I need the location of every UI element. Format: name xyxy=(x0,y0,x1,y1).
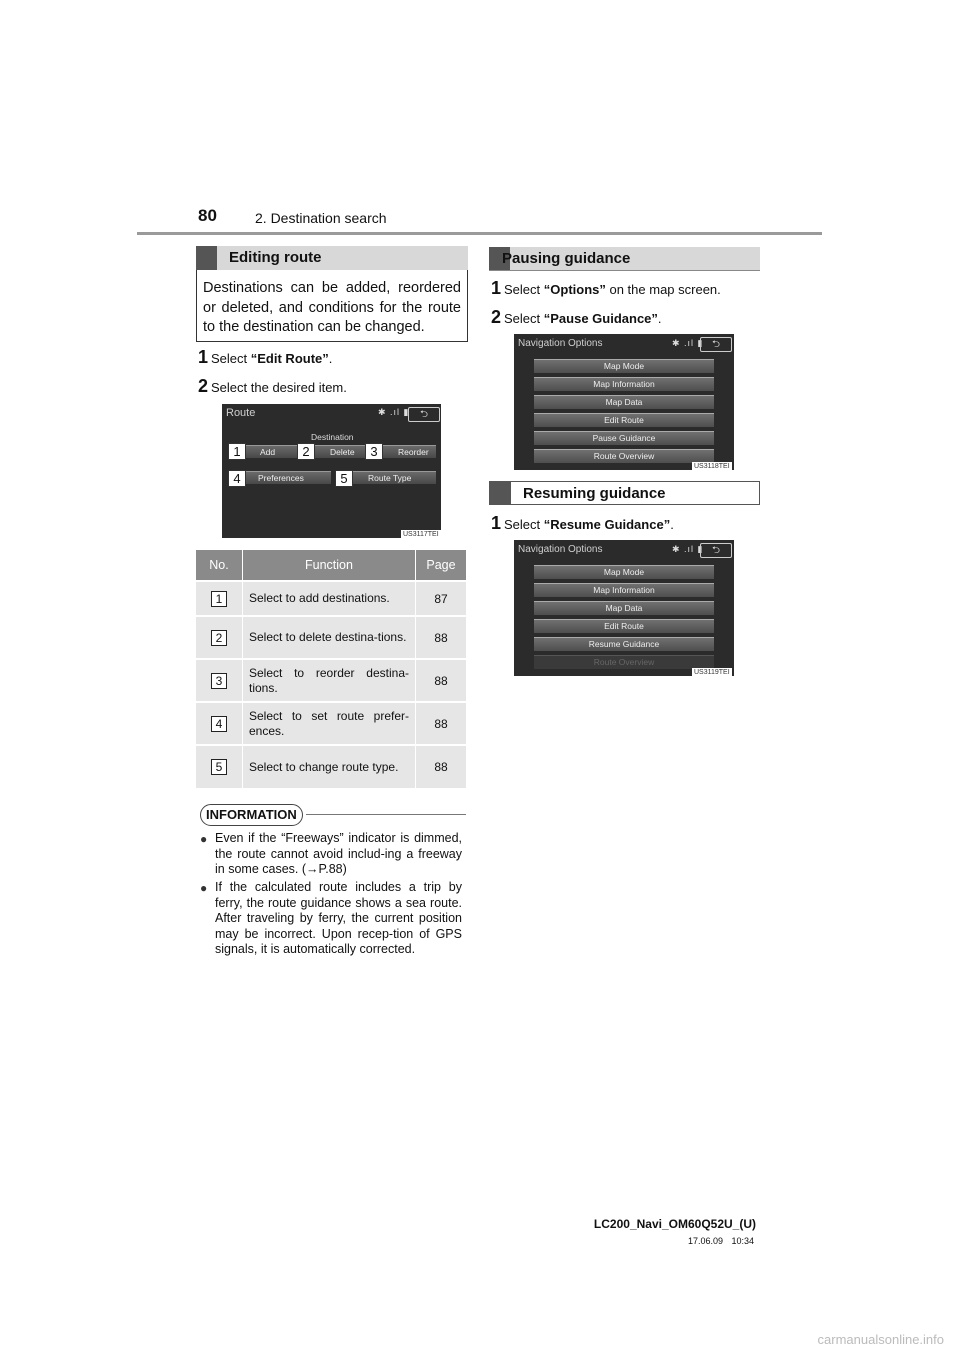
resuming-step-1 xyxy=(491,513,674,534)
editing-route-heading xyxy=(196,246,468,270)
map-information-button[interactable]: Map Information xyxy=(534,377,714,391)
destination-label: Destination xyxy=(311,432,354,442)
table-row xyxy=(196,581,466,616)
step-text-end: on the map screen. xyxy=(605,282,721,297)
figure-code: US3117TEI xyxy=(403,531,439,538)
col-no: No. xyxy=(196,550,243,581)
row-function: Select to change route type. xyxy=(243,745,416,788)
step-action: “Options” xyxy=(543,282,606,297)
watermark: carmanualsonline.info xyxy=(817,1332,944,1347)
edit-route-button[interactable]: Edit Route xyxy=(534,619,714,633)
col-page: Page xyxy=(416,550,467,581)
page-number: 80 xyxy=(198,206,217,225)
route-screen xyxy=(222,404,441,538)
route-overview-button: Route Overview xyxy=(534,655,714,669)
bullet-icon: ● xyxy=(200,881,208,895)
step-text: Select xyxy=(504,517,544,532)
footer-model: LC200_Navi_OM60Q52U_(U) xyxy=(593,1217,756,1231)
map-mode-button[interactable]: Map Mode xyxy=(534,359,714,373)
table-row xyxy=(196,745,466,788)
step-action: “Edit Route” xyxy=(250,351,329,366)
step-text-end: . xyxy=(328,351,333,366)
screen-title: Navigation Options xyxy=(518,338,603,349)
row-page: 88 xyxy=(416,702,467,745)
step-number: 1 xyxy=(491,278,502,298)
row-page: 88 xyxy=(416,616,467,659)
row-page: 87 xyxy=(416,581,467,616)
section-title: 2. Destination search xyxy=(255,210,387,226)
row-function: Select to add destinations. xyxy=(243,581,416,616)
table-row xyxy=(196,702,466,745)
step-text-end: . xyxy=(670,517,674,532)
badge-5: 5 xyxy=(335,470,353,487)
screen-title: Route xyxy=(226,407,256,419)
row-number: 3 xyxy=(211,673,227,689)
header-rule xyxy=(137,232,822,235)
row-number: 4 xyxy=(211,716,227,732)
pause-guidance-screen xyxy=(514,334,734,470)
map-data-button[interactable]: Map Data xyxy=(534,395,714,409)
edit-route-button[interactable]: Edit Route xyxy=(534,413,714,427)
pausing-heading xyxy=(489,247,760,271)
figure-code: US3119TEI xyxy=(694,669,730,676)
resume-guidance-screen xyxy=(514,540,734,676)
back-icon[interactable]: ⮌ xyxy=(408,407,440,422)
resume-guidance-button[interactable]: Resume Guidance xyxy=(534,637,714,651)
row-function: Select to delete destina-tions. xyxy=(243,616,416,659)
screen-title: Navigation Options xyxy=(518,544,603,555)
editing-intro: Destinations can be added, reordered or deleted, and conditions for the route to the destination can be changed. xyxy=(196,270,468,342)
row-function: Select to reorder destina-tions. xyxy=(243,659,416,702)
preferences-button[interactable]: Preferences xyxy=(234,471,331,484)
row-number: 2 xyxy=(211,630,227,646)
info-bullet-2 xyxy=(200,880,462,958)
step-action: “Resume Guidance” xyxy=(543,517,671,532)
heading-title: Pausing guidance xyxy=(502,250,631,267)
map-data-button[interactable]: Map Data xyxy=(534,601,714,615)
map-mode-button[interactable]: Map Mode xyxy=(534,565,714,579)
step-text: Select the desired item. xyxy=(211,380,347,395)
bullet-text: If the calculated route includes a trip by ferry, the route guidance shows a sea route. After traveling by ferry, the current position may be incorrect. Upon recep-tion of GPS signals, it is automatically corrected. xyxy=(215,880,462,956)
row-page: 88 xyxy=(416,745,467,788)
row-number: 1 xyxy=(211,591,227,607)
row-page: 88 xyxy=(416,659,467,702)
table-row xyxy=(196,659,466,702)
col-function: Function xyxy=(243,550,416,581)
pause-guidance-button[interactable]: Pause Guidance xyxy=(534,431,714,445)
figure-code: US3118TEI xyxy=(694,463,730,470)
table-row xyxy=(196,616,466,659)
back-icon[interactable]: ⮌ xyxy=(700,543,732,558)
step-number: 1 xyxy=(198,347,209,367)
heading-title: Resuming guidance xyxy=(523,485,666,502)
route-type-button[interactable]: Route Type xyxy=(342,471,436,484)
step-text-end: . xyxy=(657,311,662,326)
status-icons: ✱ .ıl ▮ xyxy=(378,407,410,417)
bullet-icon: ● xyxy=(200,832,208,846)
pausing-step-1 xyxy=(491,278,721,299)
row-function: Select to set route prefer-ences. xyxy=(243,702,416,745)
reorder-button[interactable]: Reorder xyxy=(372,445,436,458)
step-text: Select xyxy=(504,311,544,326)
delete-button[interactable]: Delete xyxy=(304,445,370,458)
back-icon[interactable]: ⮌ xyxy=(700,337,732,352)
row-number: 5 xyxy=(211,759,227,775)
editing-step-1 xyxy=(198,347,332,368)
badge-1: 1 xyxy=(228,443,246,460)
status-icons: ✱ .ıl ▮ xyxy=(672,544,704,554)
badge-4: 4 xyxy=(228,470,246,487)
badge-2: 2 xyxy=(297,443,315,460)
table-header-row xyxy=(196,550,466,581)
route-overview-button[interactable]: Route Overview xyxy=(534,449,714,463)
step-action: “Pause Guidance” xyxy=(543,311,658,326)
info-bullet-1 xyxy=(200,831,462,878)
information-rule xyxy=(306,814,466,815)
map-information-button[interactable]: Map Information xyxy=(534,583,714,597)
pausing-step-2 xyxy=(491,307,662,328)
add-button[interactable]: Add xyxy=(234,445,298,458)
information-badge: INFORMATION xyxy=(200,804,303,826)
step-number: 2 xyxy=(198,376,209,396)
step-number: 2 xyxy=(491,307,502,327)
step-number: 1 xyxy=(491,513,502,533)
editing-step-2 xyxy=(198,376,347,397)
step-text: Select xyxy=(211,351,251,366)
step-text: Select xyxy=(504,282,544,297)
heading-title: Editing route xyxy=(229,249,322,266)
function-table xyxy=(196,550,466,788)
resuming-heading xyxy=(489,481,760,505)
status-icons: ✱ .ıl ▮ xyxy=(672,338,704,348)
heading-tab xyxy=(196,246,217,270)
footer-date: 17.06.09 10:34 xyxy=(687,1236,754,1246)
heading-tab xyxy=(490,482,511,504)
bullet-text: Even if the “Freeways” indicator is dimmed, the route cannot avoid includ-ing a freeway in some cases. (→P.88) xyxy=(215,831,462,876)
badge-3: 3 xyxy=(365,443,383,460)
